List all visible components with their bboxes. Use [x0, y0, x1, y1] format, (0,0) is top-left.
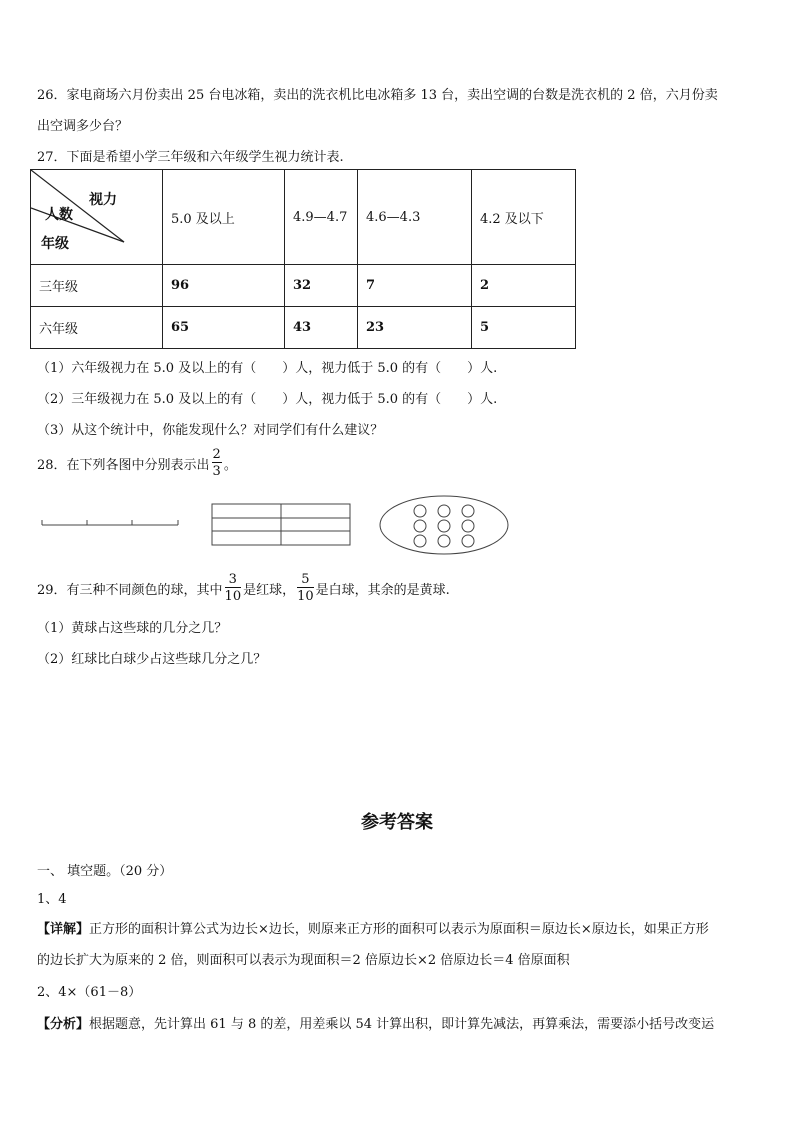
q27-sub2: （2）三年级视力在 5.0 及以上的有（ ）人，视力低于 5.0 的有（ ）人. [37, 392, 498, 407]
col-header: 4.6—4.3 [358, 170, 472, 265]
table-cell: 65 [163, 307, 285, 349]
analysis-tag: 【分析】 [37, 1017, 90, 1032]
corner-label-vision: 视力 [89, 192, 117, 208]
q28-prefix: 28．在下列各图中分别表示出 [37, 457, 210, 473]
analysis-text: 根据题意，先计算出 61 与 8 的差，用差乘以 54 计算出积，即计算先减法，再算乘法，需要添小括号改变运 [89, 1017, 715, 1032]
table-cell: 7 [358, 265, 472, 307]
corner-label-count: 人数 [45, 207, 73, 223]
grid-rectangle-figure [212, 504, 350, 545]
q28-suffix: 。 [223, 457, 237, 473]
answers-heading: 参考答案 [361, 812, 433, 833]
fraction-three-tenths [225, 573, 242, 603]
fraction-five-tenths [297, 573, 314, 603]
col-header: 4.9—4.7 [285, 170, 358, 265]
segment-line-figure [42, 520, 178, 525]
answer-2: 2、4×（61－8） [37, 985, 142, 1000]
q29-sub2: （2）红球比白球少占这些球几分之几？ [37, 652, 267, 667]
vision-table [30, 169, 576, 349]
fraction-denominator: 10 [224, 589, 242, 604]
table-cell: 2 [472, 265, 576, 307]
fraction-denominator: 10 [297, 589, 314, 604]
q27-sub3: （3）从这个统计中，你能发现什么？对同学们有什么建议？ [37, 423, 384, 438]
fraction-numerator: 2 [212, 447, 221, 462]
row-grade: 六年级 [31, 307, 163, 349]
answer-1-detail-line1 [37, 918, 709, 937]
table-cell: 23 [358, 307, 472, 349]
table-header-row [31, 170, 576, 265]
answers-section-title: 一、 填空题。（20 分） [37, 864, 173, 879]
corner-label-grade: 年级 [41, 236, 69, 252]
q29-part1: 29．有三种不同颜色的球，其中 [37, 582, 223, 598]
detail-text: 正方形的面积计算公式为边长×边长，则原来正方形的面积可以表示为原面积＝原边长×原边长，如果正方形 [89, 922, 709, 937]
ellipse-circles-figure [378, 494, 510, 556]
fraction-numerator: 5 [297, 573, 314, 588]
q29-prompt [37, 568, 450, 608]
q27-intro: 27．下面是希望小学三年级和六年级学生视力统计表. [37, 150, 344, 165]
q26-line1: 26．家电商场六月份卖出 25 台电冰箱，卖出的洗衣机比电冰箱多 13 台，卖出空调的台数是洗衣机的 2 倍，六月份卖 [37, 88, 718, 103]
table-row [31, 307, 576, 349]
q26-line2: 出空调多少台？ [37, 119, 129, 134]
q29-part2: 是红球， [243, 582, 296, 598]
fraction-numerator: 3 [225, 573, 242, 588]
q28-prompt [37, 443, 237, 483]
col-header: 4.2 及以下 [472, 170, 576, 265]
row-grade: 三年级 [31, 265, 163, 307]
fraction-two-thirds [212, 448, 222, 478]
fraction-denominator: 3 [212, 464, 221, 479]
table-row [31, 265, 576, 307]
answer-1: 1、4 [37, 892, 67, 907]
table-cell: 96 [163, 265, 285, 307]
table-cell: 5 [472, 307, 576, 349]
detail-tag: 【详解】 [37, 922, 90, 937]
answer-1-detail-line2: 的边长扩大为原来的 2 倍，则面积可以表示为现面积＝2 倍原边长×2 倍原边长＝4 倍原面积 [37, 953, 570, 968]
q28-figures [38, 498, 358, 550]
table-corner-cell [31, 170, 163, 265]
q27-sub1: （1）六年级视力在 5.0 及以上的有（ ）人，视力低于 5.0 的有（ ）人. [37, 361, 498, 376]
answer-2-analysis-line1 [37, 1013, 714, 1032]
q29-part3: 是白球，其余的是黄球. [315, 582, 450, 598]
col-header: 5.0 及以上 [163, 170, 285, 265]
q29-sub1: （1）黄球占这些球的几分之几？ [37, 621, 228, 636]
table-cell: 43 [285, 307, 358, 349]
table-cell: 32 [285, 265, 358, 307]
